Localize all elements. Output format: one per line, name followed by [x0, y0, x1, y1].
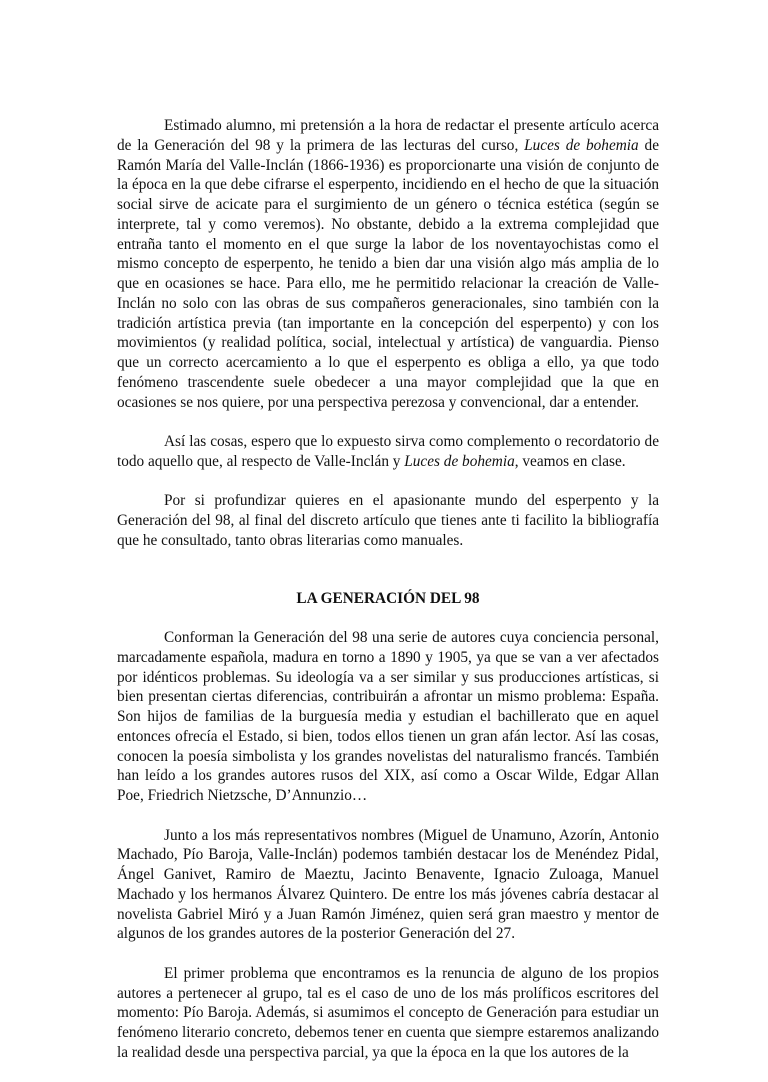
- body-paragraph: Conforman la Generación del 98 una serie de autores cuya conciencia personal, marcadamente española, madura en torno a 1890 y 1905, ya que se van a ver afectados por idénticos problemas. Su ideología va a ser similar y sus producciones artísticas, si bien presentan ciertas diferencias, contribuirán a afrontar un mismo problema: España. Son hijos de familias de la burguesía media y estudian el bachillerato que en aquel entonces ofrecía el Estado, si bien, todos ellos tienen un gran afán lector. Así las cosas, conocen la poesía simbolista y los grandes novelistas del naturalismo francés. También han leído a los grandes autores rusos del XIX, así como a Oscar Wilde, Edgar Allan Poe, Friedrich Nietzsche, D’Annunzio…: [117, 629, 659, 804]
- intro-paragraph-2: [117, 432, 659, 472]
- document-page: [117, 116, 659, 1082]
- text-span: Estimado alumno, mi pretensión a la hora de redactar el presente artículo acerca de la Generación del 98 y la primera de las lecturas del curso,: [117, 117, 659, 154]
- intro-paragraph-3: Por si profundizar quieres en el apasionante mundo del esperpento y la Generación del 98, al final del discreto artículo que tienes ante ti facilito la bibliografía que he consultado, tanto obras literarias como manuales.: [117, 492, 659, 549]
- text-span: Así las cosas, espero que lo expuesto sirva como complemento o recordatorio de todo aquello que, al respecto de Valle-Inclán y: [117, 433, 659, 470]
- text-span: de Ramón María del Valle-Inclán (1866-1936) es proporcionarte una visión de conjunto de la época en la que debe cifrarse el esperpento, incidiendo en el hecho de que la situación social sirve de acicate para el surgimiento de un género o técnica estética (según se interprete, tal y como veremos). No obstante, debido a la extrema complejidad que entraña tanto el momento en el que surge la labor de los noventayochistas como el mismo concepto de esperpento, he tenido a bien dar una visión algo más amplia de lo que en ocasiones se hace. Para ello, me he permitido relacionar la creación de Valle-Inclán no solo con las obras de sus compañeros generacionales, sino también con la tradición artística previa (tan importante en la concepción del esperpento) y con los movimientos (y realidad política, social, intelectual y artística) de vanguardia. Pienso que un correcto acercamiento a lo que el esperpento es obliga a ello, ya que todo fenómeno trascendente suele obedecer a una mayor complejidad que la que en ocasiones se nos quiere, por una perspectiva perezosa y convencional, dar a entender.: [117, 136, 659, 411]
- section-heading: LA GENERACIÓN DEL 98: [296, 589, 480, 607]
- text-span: , veamos en clase.: [514, 452, 626, 470]
- book-title: Luces de bohemia: [524, 136, 639, 154]
- intro-paragraph-1: [117, 116, 659, 412]
- body-paragraph: Junto a los más representativos nombres (Miguel de Unamuno, Azorín, Antonio Machado, Pío Baroja, Valle-Inclán) podemos también destacar los de Menéndez Pidal, Ángel Ganivet, Ramiro de Maeztu, Jacinto Benavente, Ignacio Zuloaga, Manuel Machado y los hermanos Álvarez Quintero. De entre los más jóvenes cabría destacar al novelista Gabriel Miró y a Juan Ramón Jiménez, quien será gran maestro y mentor de algunos de los grandes autores de la posterior Generación del 27.: [117, 826, 659, 943]
- book-title: Luces de bohemia: [404, 452, 515, 470]
- body-paragraph: El primer problema que encontramos es la renuncia de alguno de los propios autores a pertenecer al grupo, tal es el caso de uno de los más prolíficos escritores del momento: Pío Baroja. Además, si asumimos el concepto de Generación para estudiar un fenómeno literario concreto, debemos tener en cuenta que siempre estaremos analizando la realidad desde una perspectiva parcial, ya que la época en la que los autores de la: [117, 964, 659, 1061]
